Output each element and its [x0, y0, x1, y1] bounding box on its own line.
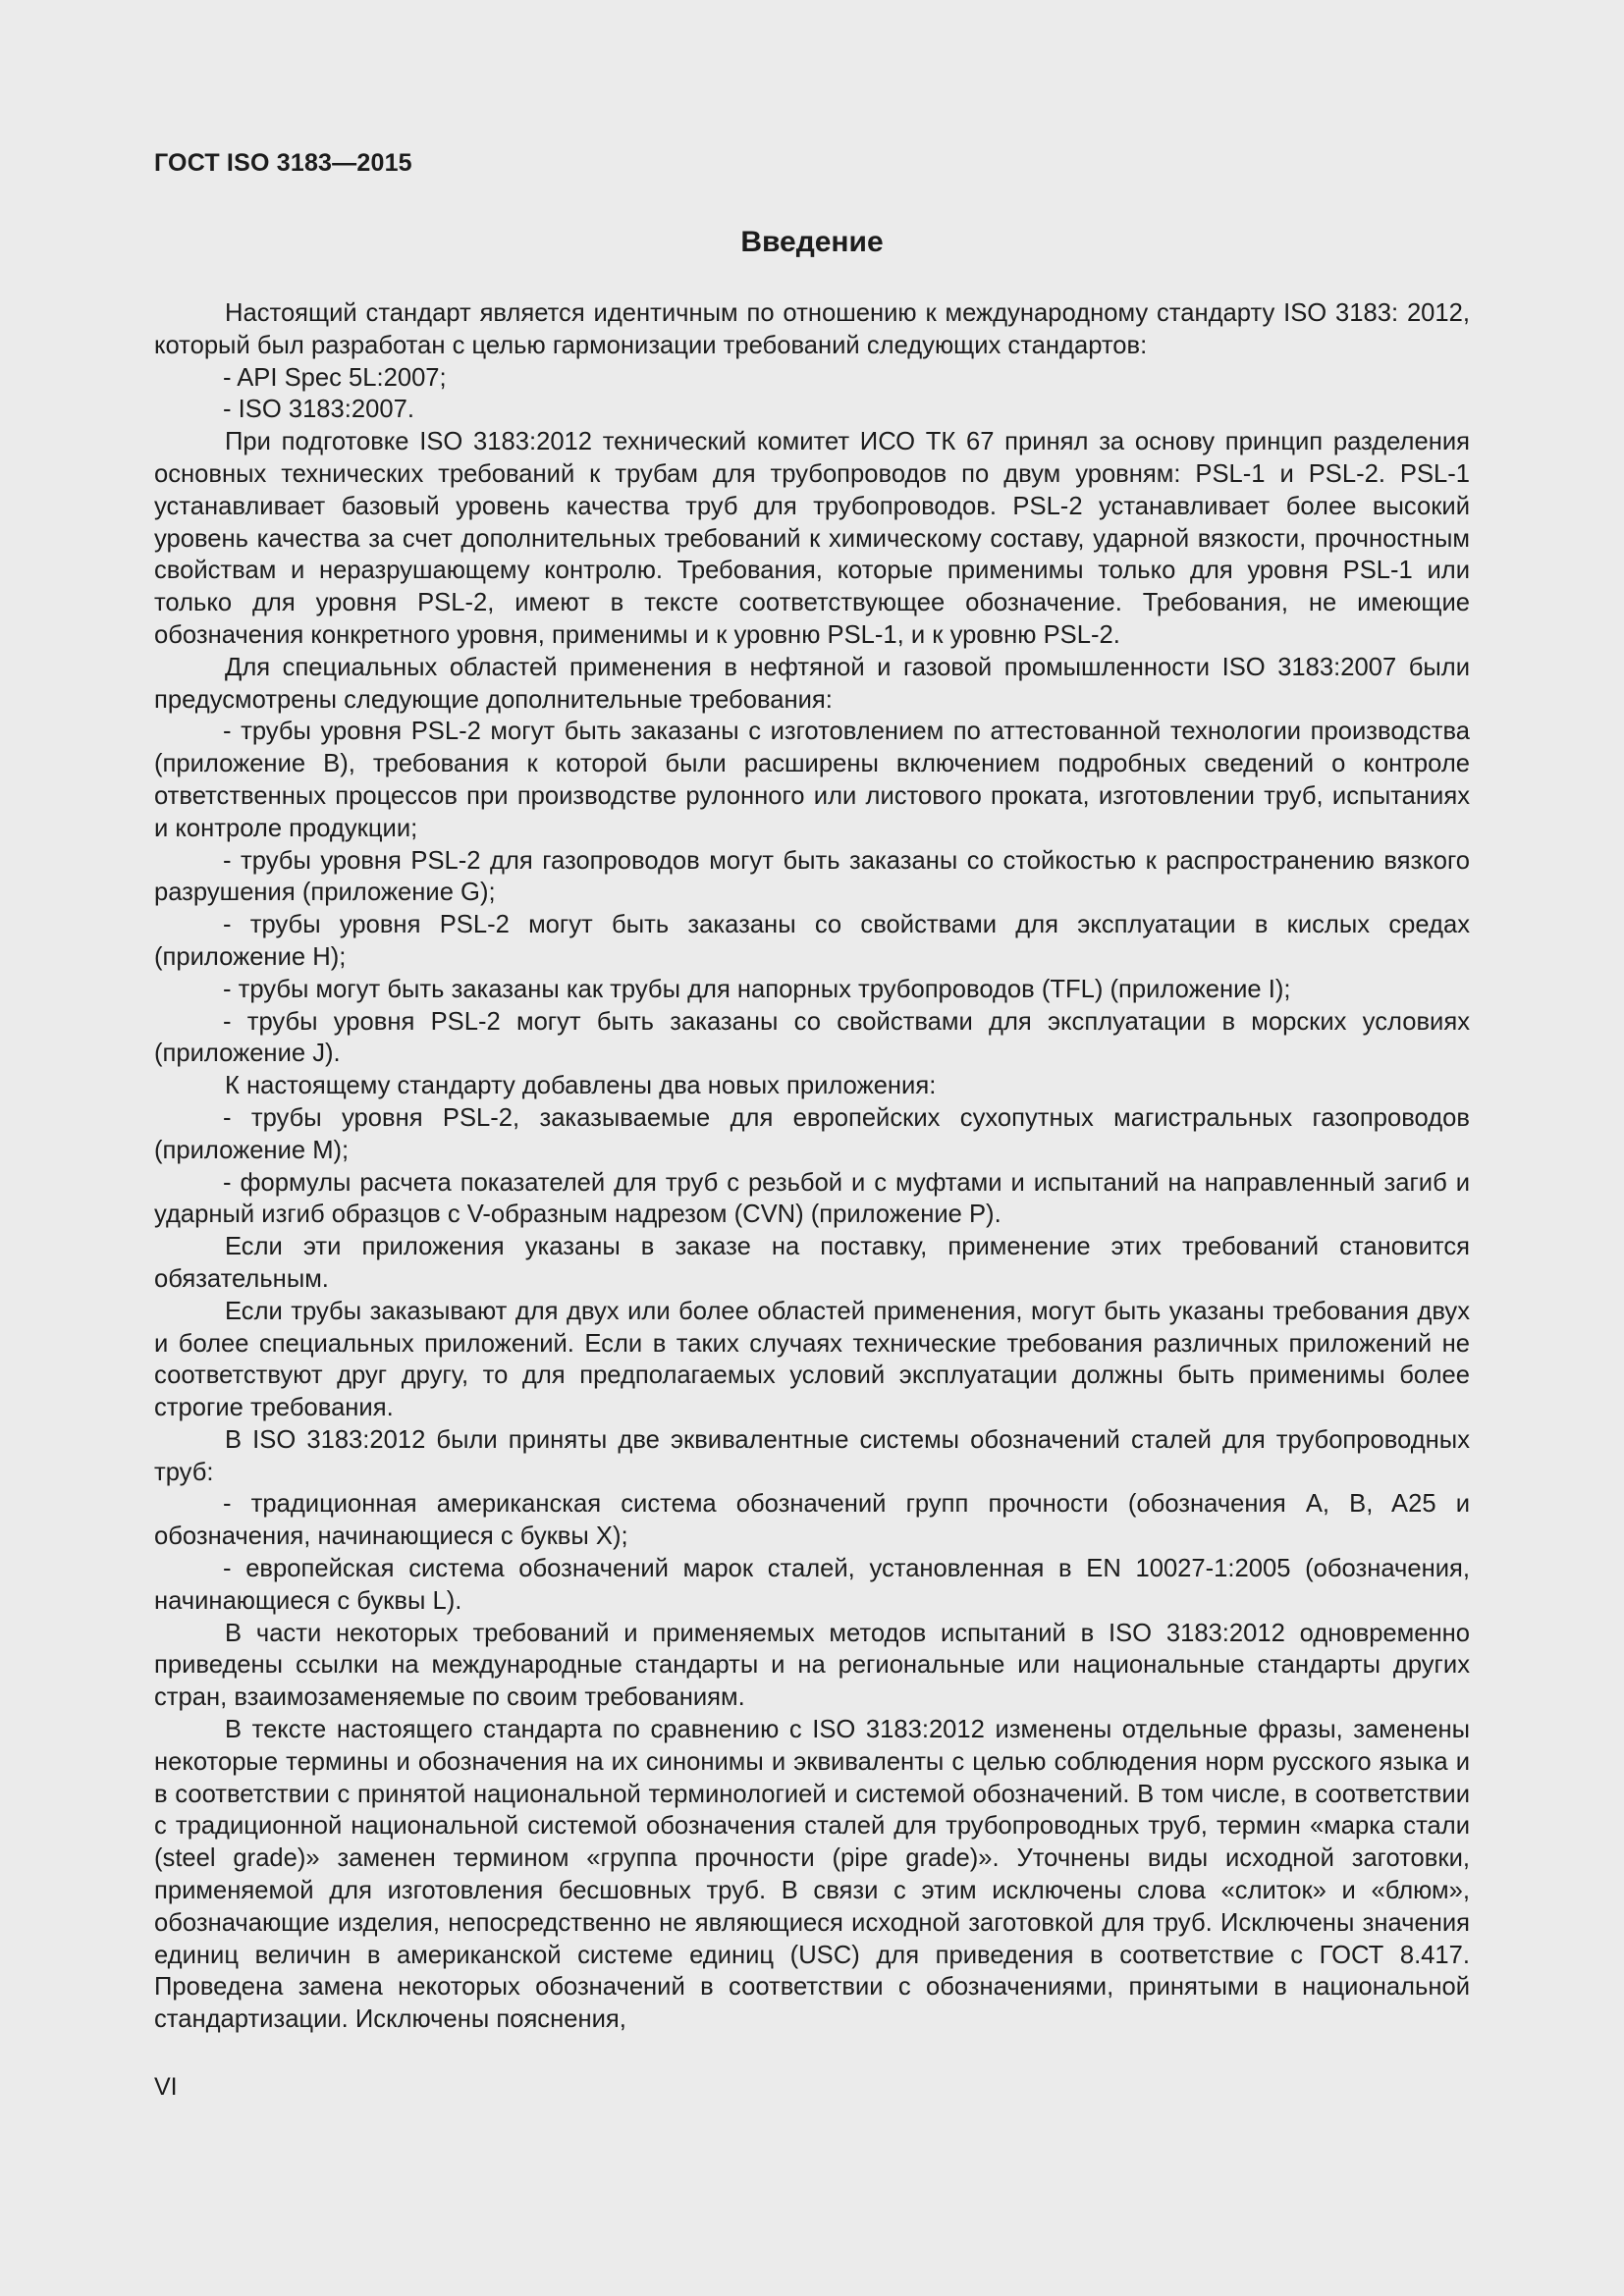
standard-id-header: ГОСТ ISO 3183—2015 — [154, 149, 412, 177]
page-number: VI — [154, 2073, 178, 2101]
paragraph: При подготовке ISO 3183:2012 технический комитет ИСО ТК 67 принял за основу принцип разделения основных технических требований к трубам для трубопроводов по двум уровням: PSL-1 и PSL-2. PSL-1 устанавливает базовый уровень качества труб для трубопроводов. PSL-2 устанавливает более высокий уровень качества за счет дополнительных требований к химическому составу, ударной вязкости, прочностным свойствам и неразрушающему контролю. Требования, которые применимы только для уровня PSL-1 или только для уровня PSL-2, имеют в тексте соответствующее обозначение. Требования, не имеющие обозначения конкретного уровня, применимы и к уровню PSL-1, и к уровню PSL-2. — [154, 428, 1470, 649]
paragraph: В части некоторых требований и применяемых методов испытаний в ISO 3183:2012 одновременно приведены ссылки на международные стандарты и на региональные или национальные стандарты других стран, взаимозаменяемые по своим требованиям. — [154, 1619, 1470, 1712]
list-item: - европейская система обозначений марок сталей, установленная в EN 10027-1:2005 (обозначения, начинающиеся с буквы L). — [154, 1555, 1470, 1615]
list-item: - трубы уровня PSL-2 для газопроводов могут быть заказаны со стойкостью к распространению вязкого разрушения (приложение G); — [154, 846, 1470, 907]
paragraph: К настоящему стандарту добавлены два новых приложения: — [225, 1072, 937, 1100]
list-item: - трубы уровня PSL-2 могут быть заказаны с изготовлением по аттестованной технологии производства (приложение B), требования к которой были расширены включением подробных сведений о контроле ответственных процессов при производстве рулонного или листового проката, изготовлении труб, испытаниях и контроле продукции; — [154, 718, 1470, 842]
list-item: - API Spec 5L:2007; — [223, 363, 447, 392]
list-item: - формулы расчета показателей для труб с резьбой и с муфтами и испытаний на направленный загиб и ударный изгиб образцов с V-образным надрезом (CVN) (приложение P). — [154, 1168, 1470, 1229]
paragraph: Для специальных областей применения в нефтяной и газовой промышленности ISO 3183:2007 были предусмотрены следующие дополнительные требования: — [154, 653, 1470, 714]
paragraph: Если эти приложения указаны в заказе на поставку, применение этих требований становится обязательным. — [154, 1233, 1470, 1293]
list-item: - традиционная американская система обозначений групп прочности (обозначения A, B, A25 и обозначения, начинающиеся с буквы X); — [154, 1490, 1470, 1551]
paragraph: В тексте настоящего стандарта по сравнению с ISO 3183:2012 изменены отдельные фразы, заменены некоторые термины и обозначения на их синонимы и эквиваленты с целью соблюдения норм русского языка и в соответствии с принятой национальной терминологией и системой обозначений. В том числе, в соответствии с традиционной национальной системой обозначения сталей для трубопроводных труб, термин «марка стали (steel grade)» заменен термином «группа прочности (pipe grade)». Уточнены виды исходной заготовки, применяемой для изготовления бесшовных труб. В связи с этим исключены слова «слиток» и «блюм», обозначающие изделия, непосредственно не являющиеся исходной заготовкой для труб. Исключены значения единиц величин в американской системе единиц (USC) для приведения в соответствие с ГОСТ 8.417. Проведена замена некоторых обозначений в соответствии с обозначениями, принятыми в национальной стандартизации. Исключены пояснения, — [154, 1716, 1470, 2034]
body-text — [154, 297, 1470, 2036]
list-item: - трубы могут быть заказаны как трубы для напорных трубопроводов (TFL) (приложение I); — [223, 975, 1291, 1003]
list-item: - трубы уровня PSL-2 могут быть заказаны со свойствами для эксплуатации в морских условиях (приложение J). — [154, 1007, 1470, 1068]
section-title: Введение — [740, 226, 884, 258]
paragraph: Если трубы заказывают для двух или более областей применения, могут быть указаны требования двух и более специальных приложений. Если в таких случаях технические требования различных приложений не соответствуют друг другу, то для предполагаемых условий эксплуатации должны быть применимы более строгие требования. — [154, 1297, 1470, 1422]
list-item: - трубы уровня PSL-2 могут быть заказаны со свойствами для эксплуатации в кислых средах (приложение H); — [154, 911, 1470, 971]
list-item: - трубы уровня PSL-2, заказываемые для европейских сухопутных магистральных газопроводов (приложение M); — [154, 1103, 1470, 1164]
paragraph: Настоящий стандарт является идентичным по отношению к международному стандарту ISO 3183: 2012, который был разработан с целью гармонизации требований следующих стандартов: — [154, 299, 1470, 359]
paragraph: В ISO 3183:2012 были приняты две эквивалентные системы обозначений сталей для трубопроводных труб: — [154, 1425, 1470, 1486]
list-item: - ISO 3183:2007. — [223, 396, 414, 424]
